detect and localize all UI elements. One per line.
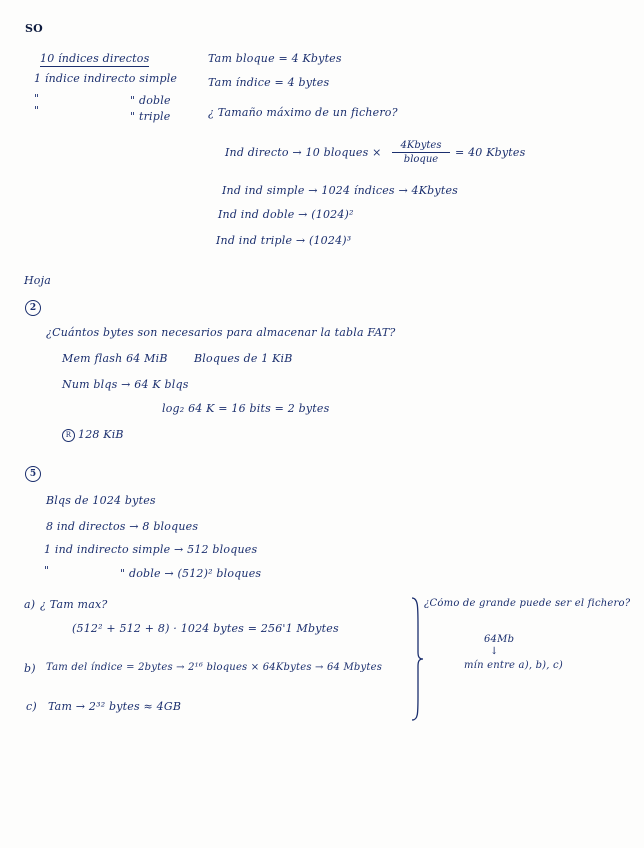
index-size: Tam índice = 4 bytes [208,76,330,89]
max-file-question: ¿ Tamaño máximo de un fichero? [208,106,398,119]
answer-line [62,428,124,442]
part-c-text: Tam → 2³² bytes ≈ 4GB [48,700,182,713]
triple-calc: Ind ind triple → (1024)³ [216,234,352,247]
direct-calc: Ind directo → 10 bloques × [225,146,382,159]
num-blocks: Num blqs → 64 K blqs [62,378,189,391]
block-size: Tam bloque = 4 Kbytes [208,52,342,65]
part-a-calc: (512² + 512 + 8) · 1024 bytes = 256'1 Mbytes [72,622,339,635]
part-a-label: a) [24,598,36,611]
side-value: 64Mb [484,634,515,645]
course-title: SO [25,22,43,35]
down-arrow-icon: ↓ [490,646,499,657]
fraction-numerator: 4Kbytes [392,140,450,153]
exercise-number-2: 2 [25,300,41,316]
block-size-1kib: Bloques de 1 KiB [194,352,293,365]
direct-result: = 40 Kbytes [455,146,526,159]
answer-mark: R [62,429,75,442]
indirect-double-line: " doble [130,94,171,107]
simple-calc: Ind ind simple → 1024 índices → 4Kbytes [222,184,459,197]
curly-brace [408,596,424,722]
ditto-mark: " [34,104,40,117]
log-calc: log₂ 64 K = 16 bits = 2 bytes [162,402,330,415]
direct-indices-line: 10 índices directos [40,52,150,65]
indirect-simple-512: 1 ind indirecto simple → 512 bloques [44,543,258,556]
exercise-number-5: 5 [25,466,41,482]
eight-direct: 8 ind directos → 8 bloques [46,520,199,533]
indirect-double-512sq: " doble → (512)² bloques [120,567,262,580]
ditto-mark: " [44,564,50,577]
double-calc: Ind ind doble → (1024)² [218,208,354,221]
flash-memory: Mem flash 64 MiB [62,352,168,365]
blocks-of-1024: Blqs de 1024 bytes [46,494,156,507]
direct-fraction [392,140,450,165]
part-a-question: ¿ Tam max? [40,598,108,611]
indirect-triple-line: " triple [130,110,171,123]
side-question: ¿Cómo de grande puede ser el fichero? [424,598,631,609]
part-c-label: c) [26,700,37,713]
indirect-simple-line: 1 índice indirecto simple [34,72,178,85]
section-title-hoja: Hoja [24,274,51,287]
part-b-label: b) [24,662,36,675]
ditto-mark: " [34,92,40,105]
fraction-denominator: bloque [403,154,439,165]
side-note: mín entre a), b), c) [464,660,563,671]
fat-question: ¿Cuántos bytes son necesarios para almacenar la tabla FAT? [46,326,396,339]
part-b-text: Tam del índice = 2bytes → 2¹⁶ bloques × 64Kbytes → 64 Mbytes [46,662,383,673]
answer-value: 128 KiB [78,428,124,441]
